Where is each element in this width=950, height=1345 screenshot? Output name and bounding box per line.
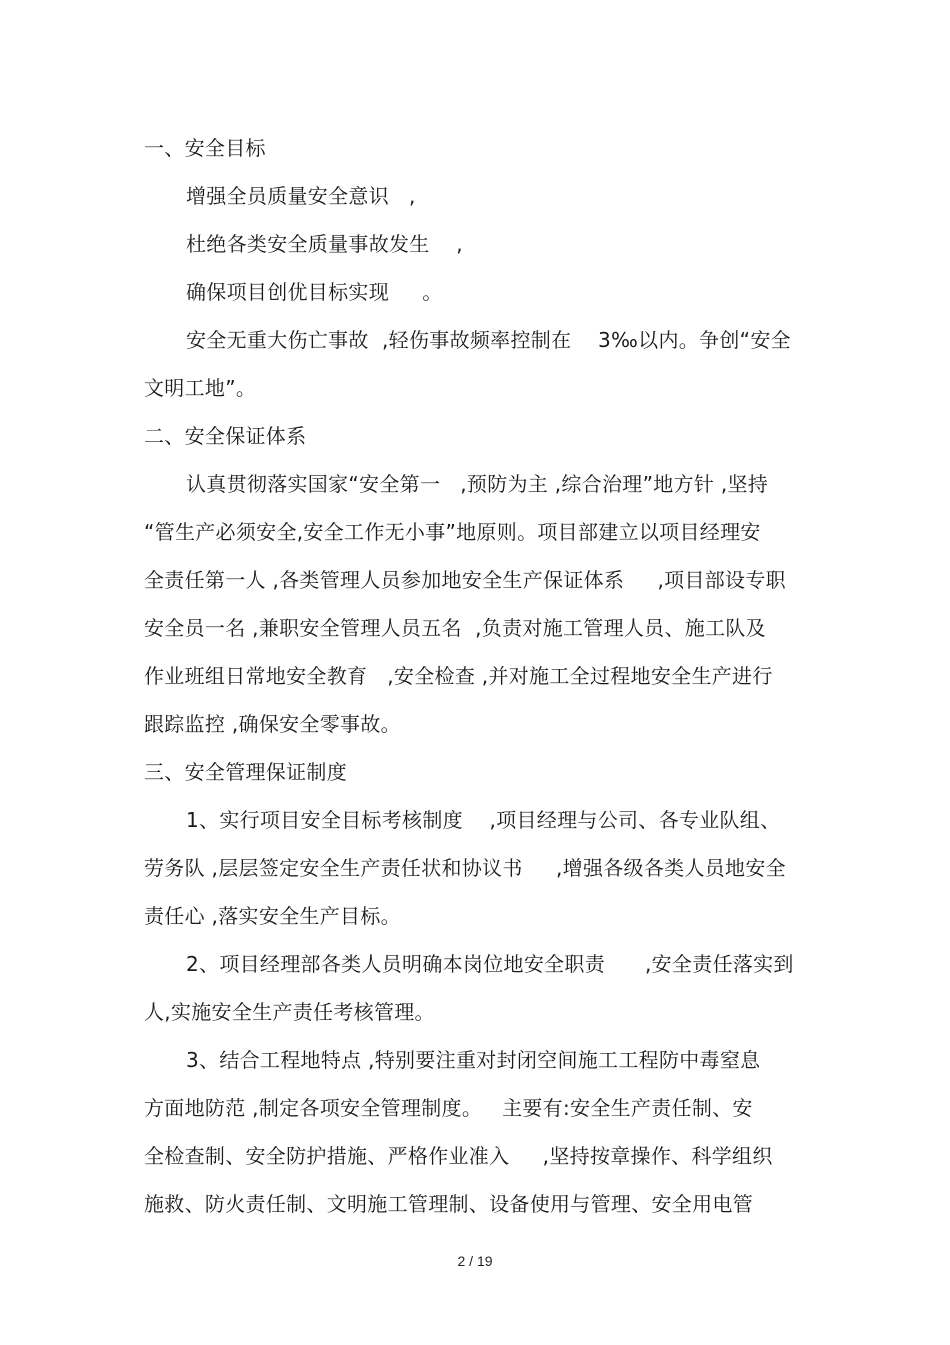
- paragraph-line: 1、实行项目安全目标考核制度 ,项目经理与公司、各专业队组、: [186, 808, 781, 832]
- paragraph-line: 全责任第一人 ,各类管理人员参加地安全生产保证体系 ,项目部设专职: [144, 568, 786, 592]
- section-heading-safety-goals: 一、安全目标: [144, 136, 266, 160]
- paragraph-line: 施救、防火责任制、文明施工管理制、设备使用与管理、安全用电管: [144, 1192, 753, 1216]
- paragraph-line: 认真贯彻落实国家“安全第一 ,预防为主 ,综合治理”地方针 ,坚持: [186, 472, 769, 496]
- paragraph-line: 安全员一名 ,兼职安全管理人员五名 ,负责对施工管理人员、施工队及: [144, 616, 766, 640]
- paragraph-line: “管生产必须安全,安全工作无小事”地原则。项目部建立以项目经理安: [144, 520, 761, 544]
- paragraph-line: 方面地防范 ,制定各项安全管理制度。 主要有:安全生产责任制、安: [144, 1096, 753, 1120]
- paragraph-line: 安全无重大伤亡事故 ,轻伤事故频率控制在 3‰以内。争创“安全: [186, 328, 791, 352]
- paragraph-line: 全检查制、安全防护措施、严格作业准入 ,坚持按章操作、科学组织: [144, 1144, 773, 1168]
- paragraph-line: 确保项目创优目标实现 。: [186, 280, 443, 304]
- paragraph-line: 责任心 ,落实安全生产目标。: [144, 904, 401, 928]
- paragraph-line: 作业班组日常地安全教育 ,安全检查 ,并对施工全过程地安全生产进行: [144, 664, 773, 688]
- paragraph-line: 跟踪监控 ,确保安全零事故。: [144, 712, 401, 736]
- page-number: 2 / 19: [457, 1253, 493, 1269]
- paragraph-line: 2、项目经理部各类人员明确本岗位地安全职责 ,安全责任落实到: [186, 952, 794, 976]
- paragraph-line: 文明工地”。: [144, 376, 257, 400]
- paragraph-line: 杜绝各类安全质量事故发生 ,: [186, 232, 463, 256]
- section-heading-safety-management-system: 三、安全管理保证制度: [144, 760, 347, 784]
- paragraph-line: 劳务队 ,层层签定安全生产责任状和协议书 ,增强各级各类人员地安全: [144, 856, 786, 880]
- section-heading-safety-assurance-system: 二、安全保证体系: [144, 424, 307, 448]
- paragraph-line: 人,实施安全生产责任考核管理。: [144, 1000, 435, 1024]
- paragraph-line: 3、结合工程地特点 ,特别要注重对封闭空间施工工程防中毒窒息: [186, 1048, 761, 1072]
- paragraph-line: 增强全员质量安全意识 ,: [186, 184, 416, 208]
